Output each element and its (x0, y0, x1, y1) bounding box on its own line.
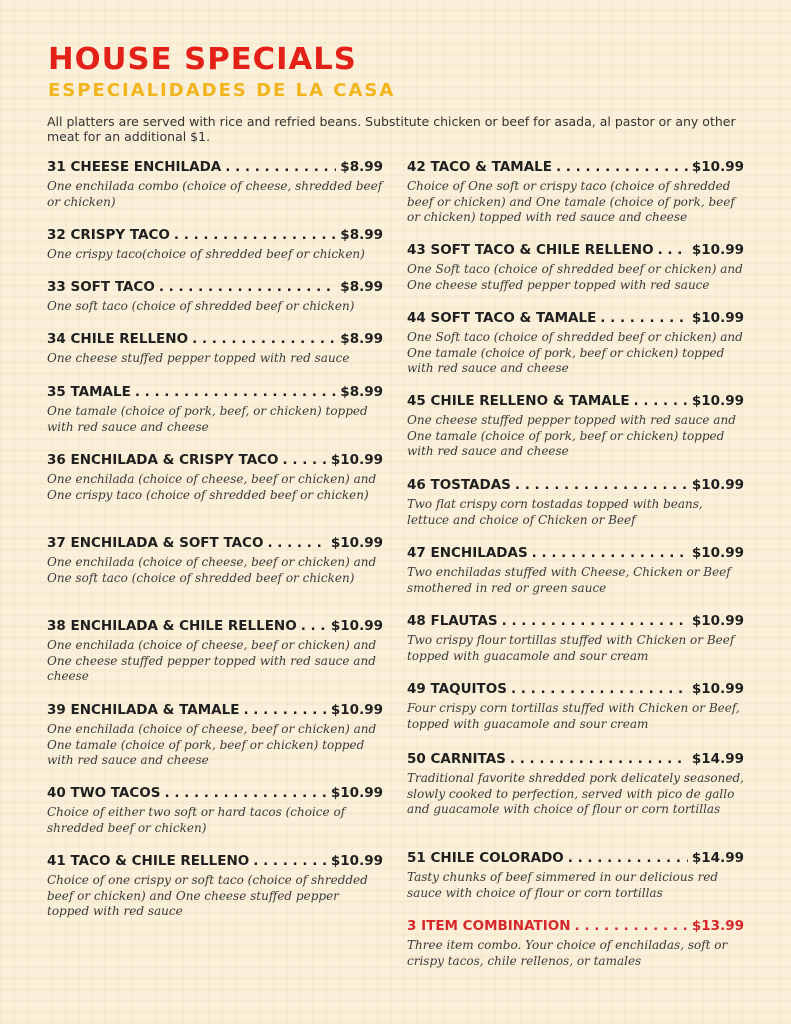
menu-item (407, 680, 744, 732)
item-price: $8.99 (340, 279, 383, 295)
item-name: 40 TWO TACOS (47, 785, 161, 801)
menu-item (407, 750, 744, 818)
intro-text: All platters are served with rice and refried beans. Substitute chicken or beef for asada, al pastor or any other meat for an additional $1. (47, 114, 736, 144)
item-name: 36 ENCHILADA & CRISPY TACO (47, 452, 279, 468)
menu-item (47, 784, 383, 836)
item-price: $8.99 (340, 159, 383, 175)
item-price: $10.99 (691, 477, 744, 493)
menu-item (407, 476, 744, 528)
item-price: $10.99 (691, 310, 744, 326)
item-price: $10.99 (330, 618, 383, 634)
menu-item (407, 309, 744, 377)
item-price: $10.99 (330, 785, 383, 801)
menu-item (47, 383, 383, 435)
item-description: One cheese stuffed pepper topped with red sauce and One tamale (choice of pork, beef or chicken) topped with red sauce and cheese (407, 413, 736, 459)
menu-item (47, 617, 383, 685)
item-name: 34 CHILE RELLENO (47, 331, 189, 347)
item-name: 44 SOFT TACO & TAMALE (407, 310, 597, 326)
item-description: Choice of One soft or crispy taco (choice of shredded beef or chicken) and One tamale (choice of pork, beef or chicken) topped with red sauce and cheese (407, 179, 735, 225)
item-price: $10.99 (330, 535, 383, 551)
item-description: One enchilada (choice of cheese, beef or chicken) and One soft taco (choice of shredded beef or chicken) (47, 555, 377, 585)
menu-item (47, 451, 383, 503)
item-price: $10.99 (691, 681, 744, 697)
item-description: Three item combo. Your choice of enchiladas, soft or crispy tacos, chile rellenos, or tamales (407, 938, 728, 968)
item-description: Choice of either two soft or hard tacos (choice of shredded beef or chicken) (47, 805, 346, 835)
item-name: 49 TAQUITOS (407, 681, 507, 697)
item-price: $8.99 (340, 227, 383, 243)
item-price: $13.99 (691, 918, 744, 934)
item-price: $14.99 (691, 751, 744, 767)
item-price: $10.99 (691, 613, 744, 629)
menu-item (47, 534, 383, 586)
item-name: 47 ENCHILADAS (407, 545, 528, 561)
item-name: 45 CHILE RELLENO & TAMALE (407, 393, 630, 409)
menu-item (407, 158, 744, 226)
item-name: 3 ITEM COMBINATION (407, 918, 571, 934)
item-description: Choice of one crispy or soft taco (choice of shredded beef or chicken) and One cheese stuffed pepper topped with red sauce (47, 873, 368, 919)
item-price: $10.99 (691, 159, 744, 175)
item-price: $8.99 (340, 331, 383, 347)
menu-item (407, 241, 744, 293)
item-description: One enchilada (choice of cheese, beef or chicken) and One crispy taco (choice of shredded beef or chicken) (47, 472, 377, 502)
item-price: $10.99 (691, 393, 744, 409)
item-price: $14.99 (691, 850, 744, 866)
item-name: 42 TACO & TAMALE (407, 159, 552, 175)
menu-item (407, 849, 744, 901)
item-name: 37 ENCHILADA & SOFT TACO (47, 535, 264, 551)
item-description: One Soft taco (choice of shredded beef or chicken) and One tamale (choice of pork, beef or chicken) topped with red sauce and cheese (407, 330, 743, 376)
item-name: 41 TACO & CHILE RELLENO (47, 853, 250, 869)
menu-item (47, 330, 383, 367)
item-price: $10.99 (330, 452, 383, 468)
item-name: 46 TOSTADAS (407, 477, 511, 493)
item-description: Tasty chunks of beef simmered in our delicious red sauce with choice of flour or corn tortillas (407, 870, 719, 900)
item-price: $10.99 (691, 545, 744, 561)
menu-item (47, 278, 383, 315)
item-price: $10.99 (330, 853, 383, 869)
menu-item (47, 158, 383, 210)
item-name: 50 CARNITAS (407, 751, 506, 767)
item-price: $8.99 (340, 384, 383, 400)
item-name: 32 CRISPY TACO (47, 227, 170, 243)
page-subtitle: ESPECIALIDADES DE LA CASA (48, 80, 396, 101)
item-description: One cheese stuffed pepper topped with red sauce (47, 351, 350, 365)
menu-item-combo (407, 917, 744, 969)
item-name: 35 TAMALE (47, 384, 131, 400)
item-description: One enchilada (choice of cheese, beef or chicken) and One cheese stuffed pepper topped with red sauce and cheese (47, 638, 377, 684)
item-price: $10.99 (691, 242, 744, 258)
item-name: 39 ENCHILADA & TAMALE (47, 702, 240, 718)
item-description: One Soft taco (choice of shredded beef or chicken) and One cheese stuffed pepper topped with red sauce (407, 262, 743, 292)
item-description: One enchilada (choice of cheese, beef or chicken) and One tamale (choice of pork, beef or chicken) topped with red sauce and cheese (47, 722, 377, 768)
menu-item (47, 226, 383, 263)
item-description: Four crispy corn tortillas stuffed with Chicken or Beef, topped with guacamole and sour cream (407, 701, 740, 731)
menu-item (407, 544, 744, 596)
page-title: HOUSE SPECIALS (48, 42, 357, 77)
item-name: 38 ENCHILADA & CHILE RELLENO (47, 618, 297, 634)
item-name: 48 FLAUTAS (407, 613, 498, 629)
item-description: One crispy taco(choice of shredded beef or chicken) (47, 247, 365, 261)
item-description: One soft taco (choice of shredded beef or chicken) (47, 299, 355, 313)
item-name: 33 SOFT TACO (47, 279, 155, 295)
item-name: 51 CHILE COLORADO (407, 850, 564, 866)
item-description: Traditional favorite shredded pork delicately seasoned, slowly cooked to perfection, served with pico de gallo and guacamole with choice of flour or corn tortillas (407, 771, 744, 817)
item-description: One tamale (choice of pork, beef, or chicken) topped with red sauce and cheese (47, 404, 368, 434)
item-description: Two crispy flour tortillas stuffed with Chicken or Beef topped with guacamole and sour cream (407, 633, 735, 663)
item-description: Two flat crispy corn tostadas topped with beans, lettuce and choice of Chicken or Beef (407, 497, 703, 527)
item-name: 31 CHEESE ENCHILADA (47, 159, 222, 175)
menu-item (407, 392, 744, 460)
menu-item (407, 612, 744, 664)
menu-item (47, 701, 383, 769)
item-description: One enchilada combo (choice of cheese, shredded beef or chicken) (47, 179, 383, 209)
item-name: 43 SOFT TACO & CHILE RELLENO (407, 242, 654, 258)
item-price: $10.99 (330, 702, 383, 718)
menu-item (47, 852, 383, 920)
item-description: Two enchiladas stuffed with Cheese, Chicken or Beef smothered in red or green sauce (407, 565, 731, 595)
